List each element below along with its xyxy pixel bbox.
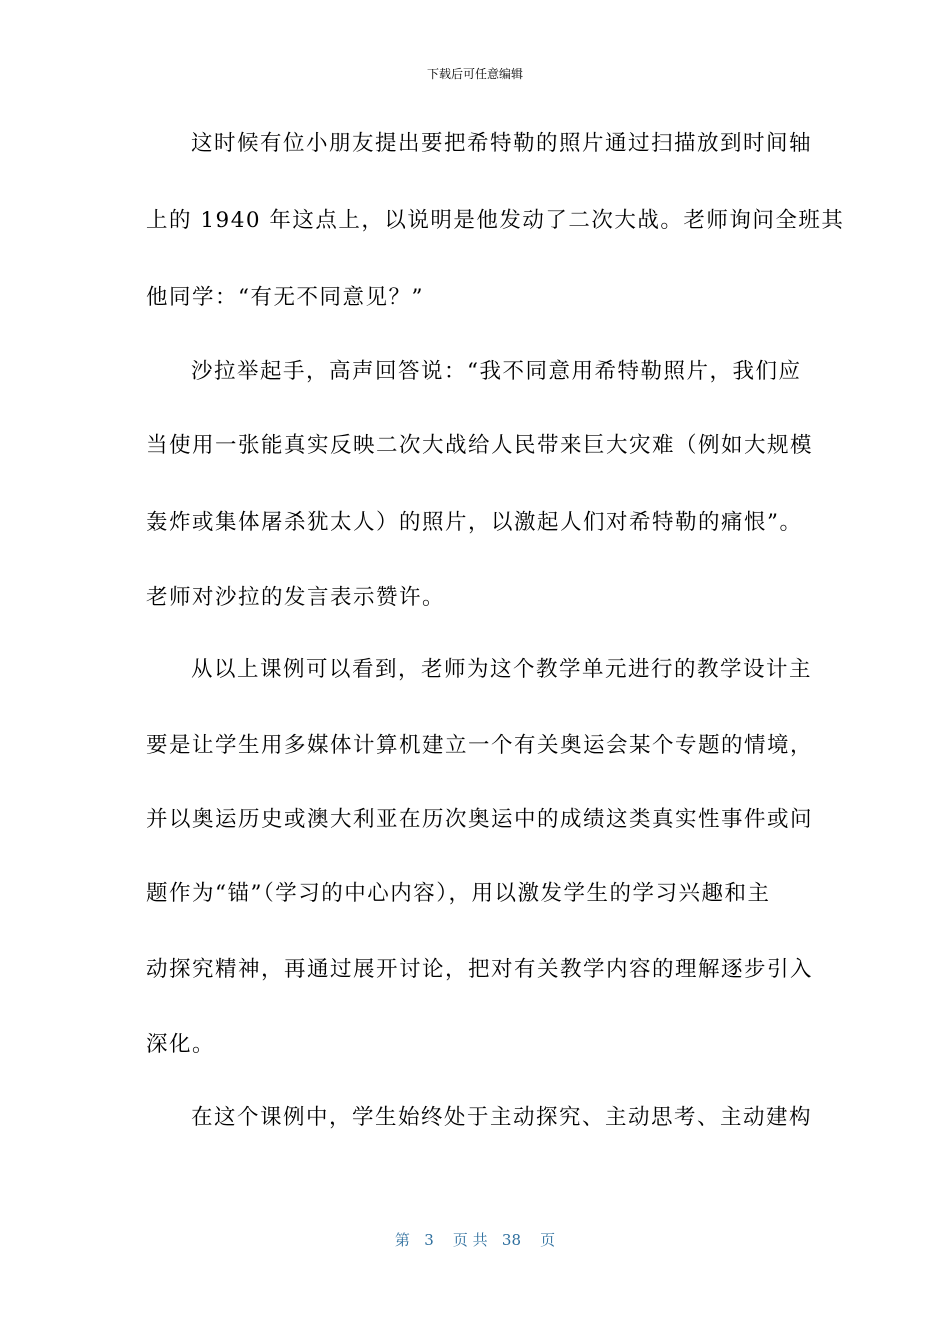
paragraph-line: 深化。 [146, 1032, 216, 1057]
paragraph-line: 这时候有位小朋友提出要把希特勒的照片通过扫描放到时间轴 [191, 131, 813, 156]
footer-page-number: 3 [424, 1231, 434, 1249]
paragraph-line: 他同学：“有无不同意见？” [146, 285, 424, 310]
paragraph-line: 动探究精神，再通过展开讨论，把对有关教学内容的理解逐步引入 [146, 957, 814, 982]
paragraph-line: 在这个课例中，学生始终处于主动探究、主动思考、主动建构 [191, 1105, 813, 1130]
footer-suffix: 页 [540, 1231, 556, 1249]
page-header: 下载后可任意编辑 [426, 67, 523, 81]
paragraph-line: 老师对沙拉的发言表示赞许。 [146, 585, 446, 610]
footer-total-pages: 38 [501, 1231, 522, 1249]
paragraph-line: 题作为“锚”（学习的中心内容），用以激发学生的学习兴趣和主 [146, 881, 771, 906]
page-footer [0, 1230, 950, 1250]
paragraph-line: 当使用一张能真实反映二次大战给人民带来巨大灾难（例如大规模 [146, 433, 814, 458]
footer-prefix: 第 [394, 1231, 410, 1249]
paragraph-line: 轰炸或集体屠杀犹太人）的照片，以激起人们对希特勒的痛恨”。 [146, 510, 803, 535]
paragraph-line: 要是让学生用多媒体计算机建立一个有关奥运会某个专题的情境， [146, 733, 814, 758]
paragraph-line: 沙拉举起手，高声回答说：“我不同意用希特勒照片，我们应 [191, 359, 802, 384]
paragraph-line: 上的 1940 年这点上，以说明是他发动了二次大战。老师询问全班其 [146, 208, 845, 233]
paragraph-line: 并以奥运历史或澳大利亚在历次奥运中的成绩这类真实性事件或问 [146, 807, 814, 832]
footer-middle: 页 共 [452, 1231, 488, 1249]
paragraph-line: 从以上课例可以看到，老师为这个教学单元进行的教学设计主 [191, 657, 813, 682]
